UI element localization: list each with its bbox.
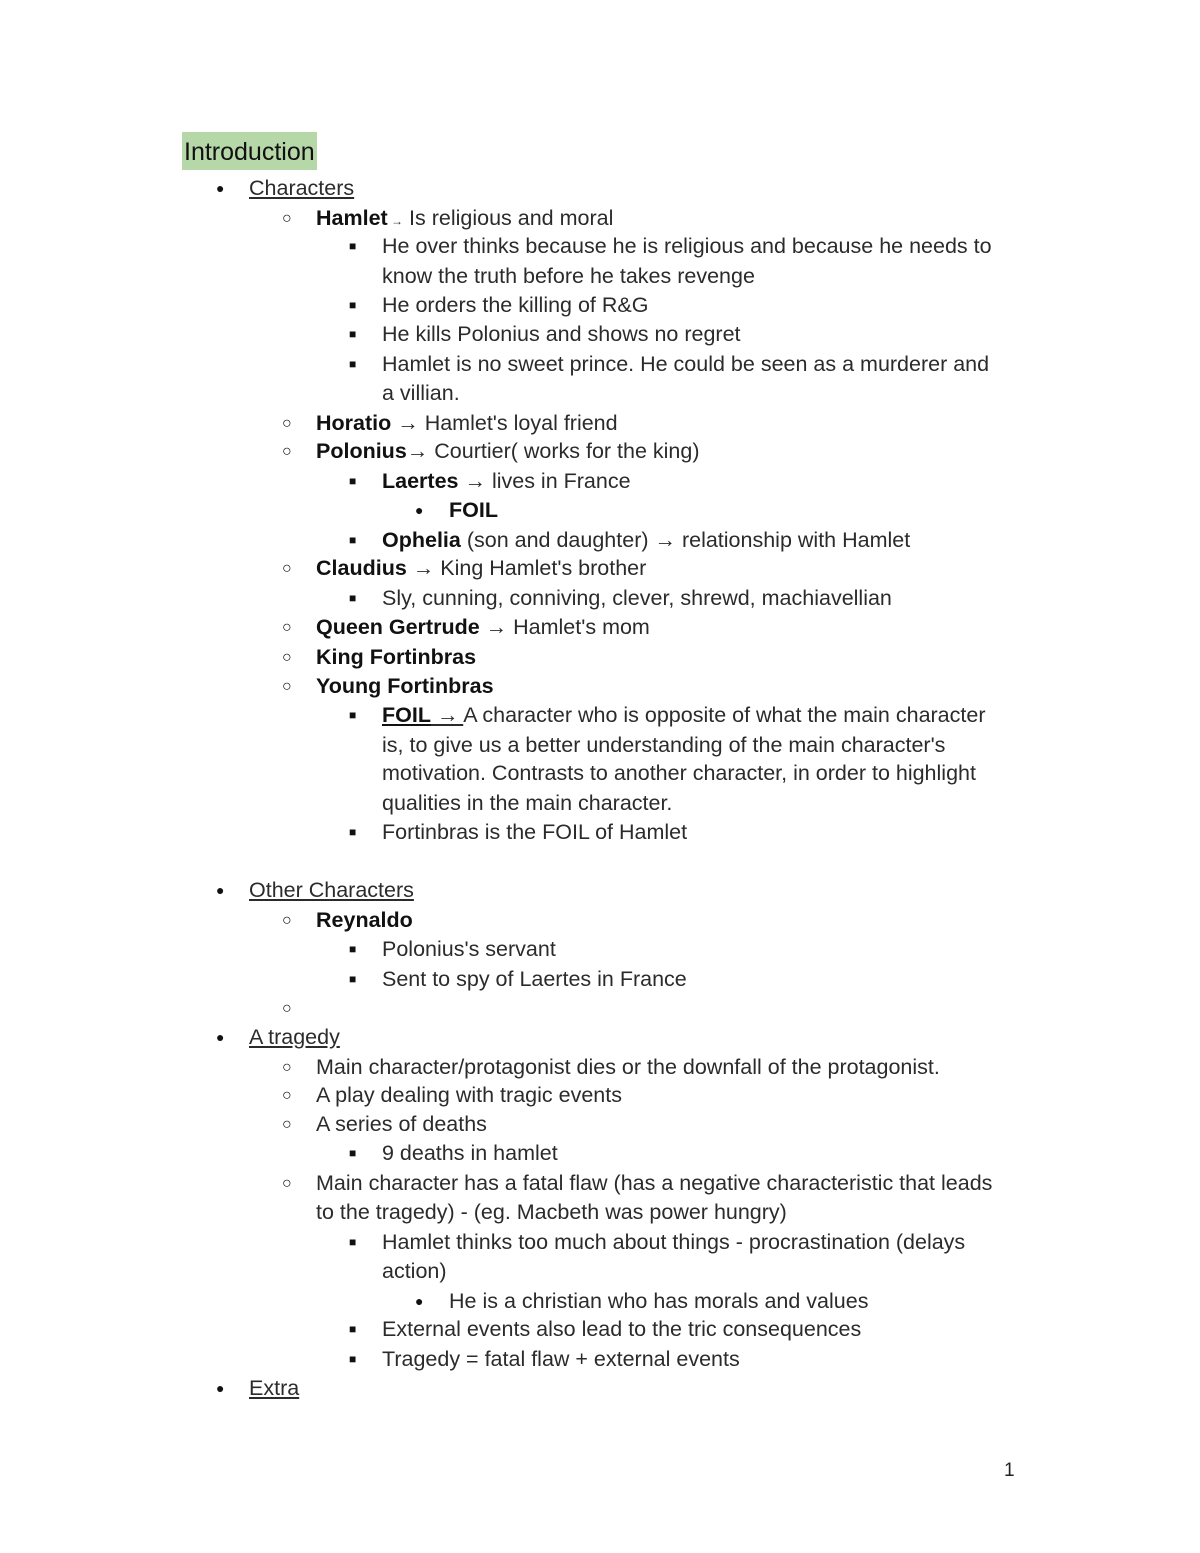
young-fortinbras-name: Young Fortinbras	[316, 674, 494, 698]
square-bullet-icon: ■	[349, 357, 357, 371]
deaths-count: 9 deaths in hamlet	[382, 1141, 558, 1165]
square-bullet-icon: ■	[349, 825, 357, 839]
square-bullet-icon: ■	[349, 591, 357, 605]
foil-term: FOIL	[382, 703, 431, 727]
tragedy-point: A series of deaths	[316, 1112, 487, 1136]
circle-bullet-icon: ○	[282, 1059, 292, 1076]
circle-bullet-icon: ○	[282, 912, 292, 929]
gertrude-desc: → Hamlet's mom	[479, 615, 650, 639]
ophelia-name: Ophelia	[382, 528, 461, 552]
hamlet-arrow: →	[387, 214, 404, 228]
square-bullet-icon: ■	[349, 327, 357, 341]
square-bullet-icon: ■	[349, 972, 357, 986]
bullet-icon: ●	[415, 502, 424, 518]
hamlet-name: Hamlet	[316, 206, 388, 230]
foil-def-line: is, to give us a better understanding of the main character's	[382, 733, 946, 757]
gertrude-name: Queen Gertrude	[316, 615, 480, 639]
circle-bullet-icon: ○	[282, 678, 292, 695]
foil-of-hamlet: Fortinbras is the FOIL of Hamlet	[382, 820, 688, 844]
foil-arrow: →	[430, 703, 464, 727]
circle-bullet-icon: ○	[282, 649, 292, 666]
claudius-desc: → King Hamlet's brother	[406, 556, 647, 580]
reynaldo-point: Sent to spy of Laertes in France	[382, 967, 687, 991]
claudius-name: Claudius	[316, 556, 407, 580]
page-number: 1	[1004, 1460, 1015, 1481]
circle-bullet-icon: ○	[282, 415, 292, 432]
foil-def-line: A character who is opposite of what the main character	[463, 703, 986, 727]
laertes-name: Laertes	[382, 469, 459, 493]
circle-bullet-icon: ○	[282, 1087, 292, 1104]
christian-line: He is a christian who has morals and values	[449, 1289, 869, 1313]
king-fortinbras-name: King Fortinbras	[316, 645, 477, 669]
square-bullet-icon: ■	[349, 1322, 357, 1336]
gertrude-item	[316, 613, 650, 642]
square-bullet-icon: ■	[349, 1146, 357, 1160]
fatal-flaw-line: Main character has a fatal flaw (has a negative characteristic that leads	[316, 1171, 993, 1195]
external-events-line: External events also lead to the tric consequences	[382, 1317, 862, 1341]
foil-def-line: qualities in the main character.	[382, 791, 673, 815]
foil-definition-item	[382, 701, 985, 730]
polonius-desc: → Courtier( works for the king)	[406, 439, 700, 463]
section-other-title: Other Characters	[249, 878, 414, 902]
square-bullet-icon: ■	[349, 239, 357, 253]
circle-bullet-icon: ○	[282, 443, 292, 460]
section-extra-title: Extra	[249, 1376, 300, 1400]
hamlet-point: He over thinks because he is religious and because he needs to	[382, 234, 992, 258]
square-bullet-icon: ■	[349, 1352, 357, 1366]
square-bullet-icon: ■	[349, 298, 357, 312]
circle-bullet-icon: ○	[282, 1000, 292, 1017]
circle-bullet-icon: ○	[282, 1175, 292, 1192]
polonius-item	[316, 437, 700, 466]
section-tragedy-title: A tragedy	[249, 1025, 340, 1049]
horatio-item	[316, 409, 618, 438]
bullet-icon: ●	[216, 1380, 225, 1396]
reynaldo-point: Polonius's servant	[382, 937, 556, 961]
tragedy-point: Main character/protagonist dies or the downfall of the protagonist.	[316, 1055, 940, 1079]
square-bullet-icon: ■	[349, 533, 357, 547]
foil-def-line: motivation. Contrasts to another character, in order to highlight	[382, 761, 976, 785]
horatio-desc: → Hamlet's loyal friend	[391, 411, 618, 435]
hamlet-flaw-line: action)	[382, 1259, 447, 1283]
square-bullet-icon: ■	[349, 474, 357, 488]
fatal-flaw-line: to the tragedy) - (eg. Macbeth was power hungry)	[316, 1200, 787, 1224]
laertes-desc: → lives in France	[458, 469, 631, 493]
claudius-traits: Sly, cunning, conniving, clever, shrewd, machiavellian	[382, 586, 892, 610]
tragedy-point: A play dealing with tragic events	[316, 1083, 622, 1107]
hamlet-point: Hamlet is no sweet prince. He could be seen as a murderer and	[382, 352, 990, 376]
claudius-item	[316, 554, 646, 583]
horatio-name: Horatio	[316, 411, 392, 435]
hamlet-point: a villian.	[382, 381, 460, 405]
bullet-icon: ●	[415, 1293, 424, 1309]
hamlet-point: He kills Polonius and shows no regret	[382, 322, 741, 346]
hamlet-point: know the truth before he takes revenge	[382, 264, 755, 288]
bullet-icon: ●	[216, 180, 225, 196]
square-bullet-icon: ■	[349, 708, 357, 722]
circle-bullet-icon: ○	[282, 619, 292, 636]
polonius-name: Polonius	[316, 439, 407, 463]
bullet-icon: ●	[216, 882, 225, 898]
circle-bullet-icon: ○	[282, 1116, 292, 1133]
circle-bullet-icon: ○	[282, 560, 292, 577]
section-characters-title: Characters	[249, 176, 355, 200]
laertes-item	[382, 467, 631, 496]
circle-bullet-icon: ○	[282, 210, 292, 227]
page-heading: Introduction	[182, 132, 317, 170]
ophelia-item	[382, 526, 910, 555]
square-bullet-icon: ■	[349, 942, 357, 956]
hamlet-point: He orders the killing of R&G	[382, 293, 649, 317]
tragedy-formula: Tragedy = fatal flaw + external events	[382, 1347, 740, 1371]
square-bullet-icon: ■	[349, 1235, 357, 1249]
bullet-icon: ●	[216, 1029, 225, 1045]
hamlet-desc: Is religious and moral	[409, 206, 614, 230]
reynaldo-name: Reynaldo	[316, 908, 413, 932]
laertes-foil: FOIL	[449, 498, 498, 522]
ophelia-desc: (son and daughter) → relationship with Hamlet	[460, 528, 911, 552]
hamlet-flaw-line: Hamlet thinks too much about things - procrastination (delays	[382, 1230, 966, 1254]
